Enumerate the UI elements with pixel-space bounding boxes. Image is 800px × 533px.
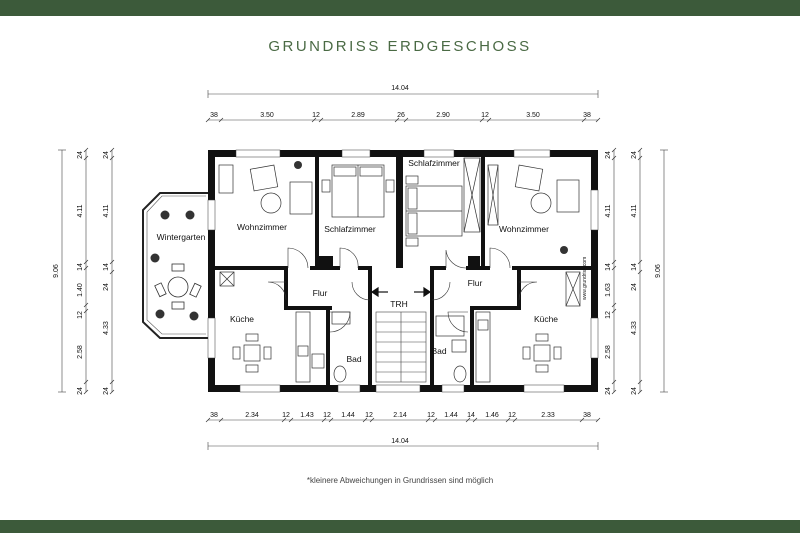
right-total-label: 9.06 [655, 264, 662, 278]
bottom-seg-12: 1.46 [485, 412, 499, 419]
right-inner-1: 24 [605, 151, 612, 159]
page-title: GRUNDRISS ERDGESCHOSS [268, 38, 532, 55]
trh-arrows [372, 288, 430, 296]
top-dimension-chain [206, 112, 600, 122]
left-inner-3: 14 [103, 263, 110, 271]
room-label-kueche-left: Küche [229, 314, 255, 324]
right-outer-4: 24 [631, 283, 638, 291]
left-outer-3: 14 [77, 263, 84, 271]
bottom-border-band [0, 520, 800, 533]
room-label-flur-right: Flur [467, 278, 483, 288]
left-outer-7: 24 [77, 387, 84, 395]
bottom-seg-5: 12 [323, 412, 331, 419]
bottom-total-label: 14.04 [391, 438, 409, 445]
room-label-bad-left: Bad [346, 354, 362, 364]
room-label-wintergarten: Wintergarten [156, 232, 206, 242]
left-outer-5: 12 [77, 311, 84, 319]
room-label-wohnzimmer-right: Wohnzimmer [499, 224, 549, 234]
room-label-schlafzimmer-right: Schlafzimmer [408, 158, 460, 168]
bottom-seg-14: 2.33 [541, 412, 555, 419]
top-seg-8: 3.50 [526, 112, 540, 119]
room-label-kueche-right: Küche [533, 314, 559, 324]
bottom-seg-6: 1.44 [341, 412, 355, 419]
top-dimension-total [208, 85, 598, 98]
room-label-bad-right: Bad [431, 346, 447, 356]
bottom-dimension-chain [206, 412, 600, 422]
round-table-icon [155, 264, 201, 309]
right-inner-6: 2.58 [605, 345, 612, 359]
room-label-flur-left: Flur [312, 288, 328, 298]
top-seg-7: 12 [481, 112, 489, 119]
left-inner-5: 4.33 [103, 321, 110, 335]
left-inner-2: 4.11 [103, 204, 110, 218]
top-seg-5: 26 [397, 112, 405, 119]
right-dimension-total [655, 150, 668, 392]
left-total-label: 9.06 [53, 264, 60, 278]
top-seg-3: 12 [312, 112, 320, 119]
bottom-seg-1: 38 [210, 412, 218, 419]
top-seg-1: 38 [210, 112, 218, 119]
right-inner-7: 24 [605, 387, 612, 395]
room-label-schlafzimmer-left: Schlafzimmer [324, 224, 376, 234]
right-inner-5: 12 [605, 311, 612, 319]
right-outer-6: 24 [631, 387, 638, 395]
bottom-seg-11: 14 [467, 412, 475, 419]
right-inner-4: 1.63 [605, 283, 612, 297]
bottom-seg-3: 12 [282, 412, 290, 419]
watermark-center: www.grundriss.com [398, 186, 404, 230]
left-inner-1: 24 [103, 151, 110, 159]
watermark-right: www.grundriss.com [582, 256, 588, 300]
bottom-seg-8: 2.14 [393, 412, 407, 419]
wintergarten-area [143, 193, 208, 338]
left-outer-4: 1.40 [77, 283, 84, 297]
right-outer-3: 14 [631, 263, 638, 271]
watermarks [398, 187, 588, 300]
left-dimension-inner [103, 148, 114, 395]
left-outer-1: 24 [77, 151, 84, 159]
right-dimension-outer [631, 148, 642, 395]
right-inner-3: 14 [605, 263, 612, 271]
footnote: *kleinere Abweichungen in Grundrissen sind möglich [306, 476, 494, 485]
left-inner-4: 24 [103, 283, 110, 291]
right-outer-1: 24 [631, 151, 638, 159]
plant-icons-rooms [294, 161, 568, 254]
left-dimension-outer [77, 148, 88, 395]
bottom-seg-4: 1.43 [300, 412, 314, 419]
bottom-seg-13: 12 [508, 412, 516, 419]
bottom-seg-15: 38 [583, 412, 591, 419]
right-dimension-inner [605, 148, 616, 395]
top-total-label: 14.04 [391, 85, 409, 92]
bottom-seg-2: 2.34 [245, 412, 259, 419]
room-label-trh: TRH [390, 299, 408, 309]
bottom-seg-9: 12 [427, 412, 435, 419]
top-seg-4: 2.89 [351, 112, 365, 119]
left-outer-2: 4.11 [77, 204, 84, 218]
right-outer-2: 4.11 [631, 204, 638, 218]
bottom-seg-10: 1.44 [444, 412, 458, 419]
top-seg-2: 3.50 [260, 112, 274, 119]
left-dimension-total [53, 150, 66, 392]
top-seg-6: 2.90 [436, 112, 450, 119]
left-outer-6: 2.58 [77, 345, 84, 359]
staircase [376, 312, 426, 382]
right-inner-2: 4.11 [605, 204, 612, 218]
bottom-dimension-total [208, 438, 598, 450]
bottom-seg-7: 12 [365, 412, 373, 419]
plant-icon [151, 211, 199, 321]
left-inner-6: 24 [103, 387, 110, 395]
top-seg-9: 38 [583, 112, 591, 119]
room-label-wohnzimmer-left: Wohnzimmer [237, 222, 287, 232]
right-outer-5: 4.33 [631, 321, 638, 335]
